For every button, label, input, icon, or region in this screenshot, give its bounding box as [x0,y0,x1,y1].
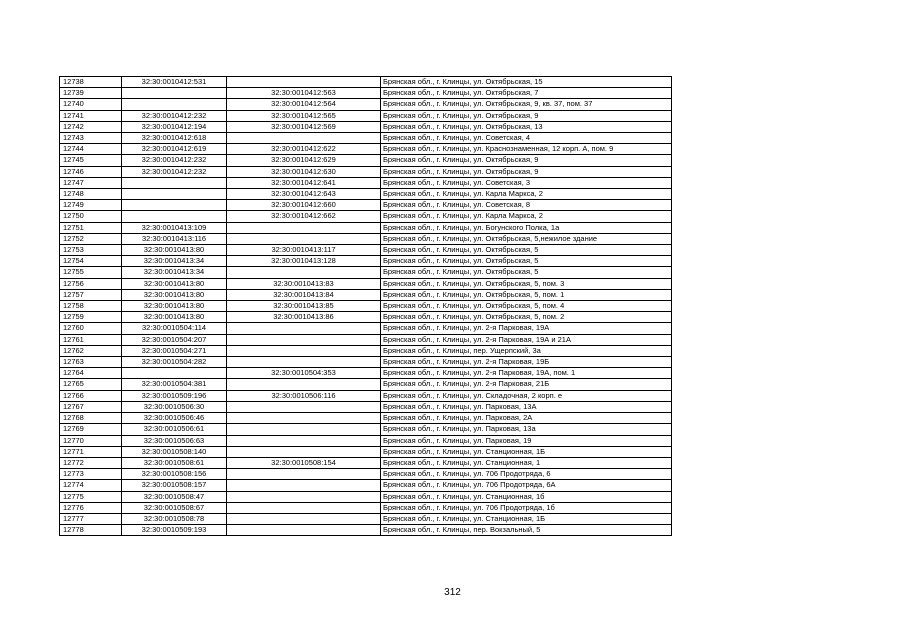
cadastral-number-cell: 32:30:0010412:531 [122,77,227,88]
cadastral-number-cell [122,189,227,200]
table-row [60,368,672,379]
table-row [60,233,672,244]
object-cadastral-number-cell [227,446,381,457]
address-cell: Брянская обл., г. Клинцы, ул. Станционная, 1 [381,457,672,468]
address-cell: Брянская обл., г. Клинцы, ул. Краснознаменная, 12 корп. А, пом. 9 [381,144,672,155]
address-cell: Брянская обл., г. Клинцы, ул. Октябрьская, 9 [381,110,672,121]
cadastral-number-cell [122,99,227,110]
table-row [60,513,672,524]
address-cell: Брянская обл., г. Клинцы, ул. 2-я Парковая, 19А [381,323,672,334]
address-cell: Брянская обл., г. Клинцы, ул. Станционная, 1б [381,491,672,502]
table-row [60,413,672,424]
address-cell: Брянская обл., г. Клинцы, ул. Октябрьская, 5, пом. 2 [381,312,672,323]
row-number-cell: 12764 [60,368,122,379]
address-cell: Брянская обл., г. Клинцы, пер. Вокзальный, 5 [381,525,672,536]
object-cadastral-number-cell [227,233,381,244]
address-cell: Брянская обл., г. Клинцы, ул. Парковая, 13А [381,401,672,412]
row-number-cell: 12771 [60,446,122,457]
row-number-cell: 12755 [60,267,122,278]
table-row [60,457,672,468]
row-number-cell: 12750 [60,211,122,222]
cadastral-number-cell: 32:30:0010506:46 [122,413,227,424]
row-number-cell: 12748 [60,189,122,200]
object-cadastral-number-cell: 32:30:0010413:85 [227,301,381,312]
cadastral-number-cell: 32:30:0010413:34 [122,267,227,278]
row-number-cell: 12778 [60,525,122,536]
address-cell: Брянская обл., г. Клинцы, ул. Парковая, 13а [381,424,672,435]
table-row [60,435,672,446]
object-cadastral-number-cell [227,222,381,233]
cadastral-number-cell: 32:30:0010508:47 [122,491,227,502]
row-number-cell: 12763 [60,357,122,368]
address-cell: Брянская обл., г. Клинцы, ул. Октябрьская, 9, кв. 37, пом. 37 [381,99,672,110]
table-row [60,110,672,121]
object-cadastral-number-cell [227,435,381,446]
object-cadastral-number-cell: 32:30:0010504:353 [227,368,381,379]
object-cadastral-number-cell [227,323,381,334]
row-number-cell: 12757 [60,289,122,300]
table-row [60,390,672,401]
row-number-cell: 12749 [60,200,122,211]
row-number-cell: 12776 [60,502,122,513]
table-row [60,99,672,110]
row-number-cell: 12746 [60,166,122,177]
table-row [60,256,672,267]
address-cell: Брянская обл., г. Клинцы, ул. Октябрьская, 5, пом. 1 [381,289,672,300]
cadastral-number-cell: 32:30:0010412:232 [122,110,227,121]
cadastral-number-cell [122,200,227,211]
object-cadastral-number-cell: 32:30:0010508:154 [227,457,381,468]
address-cell: Брянская обл., г. Клинцы, ул. Станционная, 1Б [381,446,672,457]
table-row [60,312,672,323]
table-row [60,379,672,390]
address-cell: Брянская обл., г. Клинцы, ул. 2-я Парковая, 19А, пом. 1 [381,368,672,379]
row-number-cell: 12760 [60,323,122,334]
object-cadastral-number-cell [227,334,381,345]
table-row [60,267,672,278]
cadastral-number-cell: 32:30:0010504:271 [122,345,227,356]
row-number-cell: 12744 [60,144,122,155]
object-cadastral-number-cell: 32:30:0010413:86 [227,312,381,323]
cadastral-number-cell: 32:30:0010412:618 [122,133,227,144]
address-cell: Брянская обл., г. Клинцы, ул. Октябрьская, 5 [381,245,672,256]
address-cell: Брянская обл., г. Клинцы, ул. Октябрьская, 9 [381,155,672,166]
object-cadastral-number-cell: 32:30:0010413:83 [227,278,381,289]
cadastral-number-cell: 32:30:0010508:140 [122,446,227,457]
cadastral-number-cell: 32:30:0010508:157 [122,480,227,491]
table-row [60,323,672,334]
cadastral-number-cell [122,88,227,99]
row-number-cell: 12747 [60,177,122,188]
row-number-cell: 12770 [60,435,122,446]
row-number-cell: 12739 [60,88,122,99]
table-row [60,189,672,200]
table-row [60,357,672,368]
table-row [60,278,672,289]
registry-table [59,76,672,536]
table-row [60,222,672,233]
row-number-cell: 12774 [60,480,122,491]
table-row [60,121,672,132]
object-cadastral-number-cell [227,133,381,144]
table-row [60,166,672,177]
object-cadastral-number-cell: 32:30:0010412:662 [227,211,381,222]
address-cell: Брянская обл., г. Клинцы, ул. Карла Маркса, 2 [381,211,672,222]
cadastral-number-cell: 32:30:0010413:116 [122,233,227,244]
row-number-cell: 12767 [60,401,122,412]
object-cadastral-number-cell: 32:30:0010413:128 [227,256,381,267]
row-number-cell: 12761 [60,334,122,345]
address-cell: Брянская обл., г. Клинцы, ул. 706 Продотряда, 6 [381,469,672,480]
address-cell: Брянская обл., г. Клинцы, ул. 706 Продотряда, 1б [381,502,672,513]
address-cell: Брянская обл., г. Клинцы, ул. Карла Маркса, 2 [381,189,672,200]
table-row [60,424,672,435]
address-cell: Брянская обл., г. Клинцы, ул. Складочная, 2 корп. е [381,390,672,401]
row-number-cell: 12777 [60,513,122,524]
row-number-cell: 12738 [60,77,122,88]
cadastral-number-cell: 32:30:0010506:63 [122,435,227,446]
address-cell: Брянская обл., г. Клинцы, ул. Парковая, 19 [381,435,672,446]
cadastral-number-cell: 32:30:0010508:67 [122,502,227,513]
row-number-cell: 12766 [60,390,122,401]
address-cell: Брянская обл., г. Клинцы, ул. Октябрьская, 15 [381,77,672,88]
address-cell: Брянская обл., г. Клинцы, ул. Октябрьская, 5, пом. 3 [381,278,672,289]
object-cadastral-number-cell [227,267,381,278]
cadastral-number-cell: 32:30:0010504:282 [122,357,227,368]
address-cell: Брянская обл., г. Клинцы, ул. Октябрьская, 5, пом. 4 [381,301,672,312]
cadastral-number-cell: 32:30:0010413:80 [122,245,227,256]
object-cadastral-number-cell [227,525,381,536]
address-cell: Брянская обл., г. Клинцы, ул. Советская, 4 [381,133,672,144]
address-cell: Брянская обл., г. Клинцы, ул. Октябрьская, 5 [381,256,672,267]
cadastral-number-cell: 32:30:0010412:232 [122,166,227,177]
registry-table-body [60,77,672,536]
row-number-cell: 12769 [60,424,122,435]
cadastral-number-cell: 32:30:0010412:619 [122,144,227,155]
table-row [60,446,672,457]
object-cadastral-number-cell: 32:30:0010412:565 [227,110,381,121]
row-number-cell: 12741 [60,110,122,121]
row-number-cell: 12768 [60,413,122,424]
object-cadastral-number-cell: 32:30:0010412:629 [227,155,381,166]
table-row [60,88,672,99]
row-number-cell: 12756 [60,278,122,289]
object-cadastral-number-cell [227,413,381,424]
address-cell: Брянская обл., г. Клинцы, ул. Советская, 3 [381,177,672,188]
object-cadastral-number-cell [227,357,381,368]
address-cell: Брянская обл., г. Клинцы, ул. Парковая, 2А [381,413,672,424]
object-cadastral-number-cell [227,480,381,491]
address-cell: Брянская обл., г. Клинцы, ул. Октябрьская, 5 [381,267,672,278]
cadastral-number-cell: 32:30:0010413:109 [122,222,227,233]
row-number-cell: 12773 [60,469,122,480]
cadastral-number-cell: 32:30:0010413:80 [122,312,227,323]
object-cadastral-number-cell: 32:30:0010412:641 [227,177,381,188]
page-number: 312 [444,587,461,598]
object-cadastral-number-cell: 32:30:0010412:622 [227,144,381,155]
object-cadastral-number-cell: 32:30:0010412:643 [227,189,381,200]
object-cadastral-number-cell: 32:30:0010412:564 [227,99,381,110]
cadastral-number-cell: 32:30:0010508:78 [122,513,227,524]
row-number-cell: 12762 [60,345,122,356]
cadastral-number-cell: 32:30:0010508:156 [122,469,227,480]
cadastral-number-cell: 32:30:0010413:80 [122,289,227,300]
row-number-cell: 12772 [60,457,122,468]
row-number-cell: 12751 [60,222,122,233]
table-row [60,301,672,312]
table-row [60,502,672,513]
cadastral-number-cell: 32:30:0010412:232 [122,155,227,166]
row-number-cell: 12765 [60,379,122,390]
cadastral-number-cell: 32:30:0010506:30 [122,401,227,412]
object-cadastral-number-cell [227,513,381,524]
address-cell: Брянская обл., г. Клинцы, ул. Богунского Полка, 1а [381,222,672,233]
object-cadastral-number-cell: 32:30:0010412:630 [227,166,381,177]
address-cell: Брянская обл., г. Клинцы, ул. Октябрьская, 5,нежилое здание [381,233,672,244]
table-row [60,401,672,412]
object-cadastral-number-cell: 32:30:0010412:569 [227,121,381,132]
table-row [60,133,672,144]
object-cadastral-number-cell [227,491,381,502]
address-cell: Брянская обл., г. Клинцы, ул. Станционная, 1Б [381,513,672,524]
address-cell: Брянская обл., г. Клинцы, ул. 2-я Парковая, 21Б [381,379,672,390]
object-cadastral-number-cell [227,424,381,435]
object-cadastral-number-cell: 32:30:0010413:84 [227,289,381,300]
object-cadastral-number-cell: 32:30:0010412:660 [227,200,381,211]
table-row [60,177,672,188]
row-number-cell: 12754 [60,256,122,267]
object-cadastral-number-cell: 32:30:0010413:117 [227,245,381,256]
cadastral-number-cell: 32:30:0010509:193 [122,525,227,536]
address-cell: Брянская обл., г. Клинцы, ул. Октябрьская, 9 [381,166,672,177]
table-row [60,155,672,166]
cadastral-number-cell: 32:30:0010413:80 [122,301,227,312]
cadastral-number-cell: 32:30:0010504:207 [122,334,227,345]
cadastral-number-cell: 32:30:0010508:61 [122,457,227,468]
row-number-cell: 12753 [60,245,122,256]
row-number-cell: 12775 [60,491,122,502]
table-row [60,525,672,536]
cadastral-number-cell [122,177,227,188]
table-row [60,469,672,480]
table-row [60,334,672,345]
cadastral-number-cell [122,368,227,379]
address-cell: Брянская обл., г. Клинцы, ул. 2-я Парковая, 19Б [381,357,672,368]
row-number-cell: 12740 [60,99,122,110]
object-cadastral-number-cell [227,77,381,88]
address-cell: Брянская обл., г. Клинцы, ул. 706 Продотряда, 6А [381,480,672,491]
address-cell: Брянская обл., г. Клинцы, ул. 2-я Парковая, 19А и 21А [381,334,672,345]
table-row [60,77,672,88]
object-cadastral-number-cell: 32:30:0010412:563 [227,88,381,99]
object-cadastral-number-cell [227,502,381,513]
cadastral-number-cell: 32:30:0010504:114 [122,323,227,334]
row-number-cell: 12759 [60,312,122,323]
row-number-cell: 12745 [60,155,122,166]
row-number-cell: 12742 [60,121,122,132]
cadastral-number-cell: 32:30:0010413:80 [122,278,227,289]
row-number-cell: 12743 [60,133,122,144]
address-cell: Брянская обл., г. Клинцы, пер. Ущерпский, 3а [381,345,672,356]
object-cadastral-number-cell [227,345,381,356]
table-row [60,144,672,155]
cadastral-number-cell: 32:30:0010504:381 [122,379,227,390]
table-row [60,491,672,502]
table-row [60,245,672,256]
object-cadastral-number-cell [227,469,381,480]
row-number-cell: 12758 [60,301,122,312]
object-cadastral-number-cell: 32:30:0010506:116 [227,390,381,401]
cadastral-number-cell: 32:30:0010412:194 [122,121,227,132]
address-cell: Брянская обл., г. Клинцы, ул. Советская, 8 [381,200,672,211]
row-number-cell: 12752 [60,233,122,244]
cadastral-number-cell: 32:30:0010509:196 [122,390,227,401]
cadastral-number-cell [122,211,227,222]
cadastral-number-cell: 32:30:0010506:61 [122,424,227,435]
address-cell: Брянская обл., г. Клинцы, ул. Октябрьская, 13 [381,121,672,132]
object-cadastral-number-cell [227,379,381,390]
table-row [60,211,672,222]
table-row [60,200,672,211]
table-row [60,289,672,300]
table-row [60,345,672,356]
table-row [60,480,672,491]
address-cell: Брянская обл., г. Клинцы, ул. Октябрьская, 7 [381,88,672,99]
object-cadastral-number-cell [227,401,381,412]
cadastral-number-cell: 32:30:0010413:34 [122,256,227,267]
